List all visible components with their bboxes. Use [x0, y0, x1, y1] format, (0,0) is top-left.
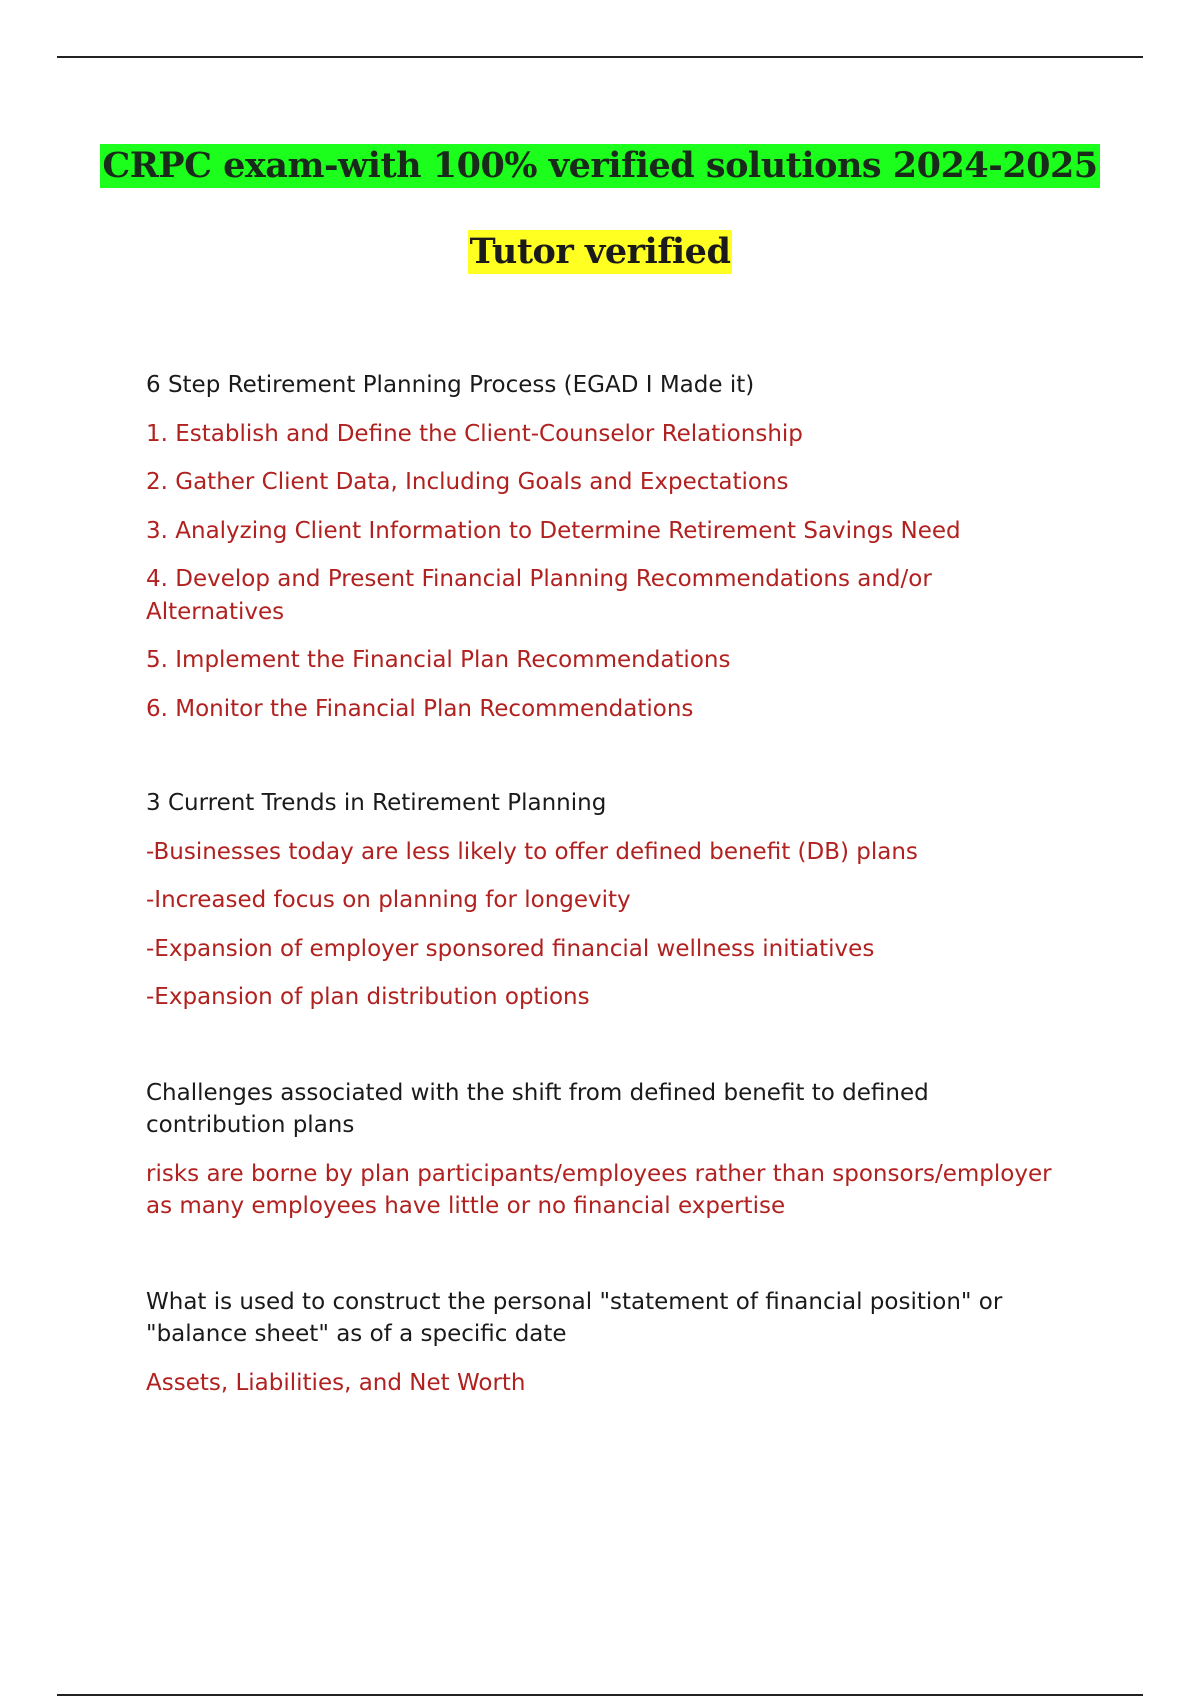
question-text: 6 Step Retirement Planning Process (EGAD I Made it): [146, 372, 755, 398]
document-subtitle: Tutor verified: [469, 231, 731, 272]
answer-item: Assets, Liabilities, and Net Worth: [146, 1369, 526, 1396]
bottom-divider: [57, 1694, 1143, 1696]
title-container: [0, 144, 1200, 188]
qa-section-current-trends: [146, 787, 1066, 1014]
qa-section-db-to-dc-challenges: [146, 1077, 1066, 1223]
answer-item: risks are borne by plan participants/employees rather than sponsors/employer as many employees have little or no financial expertise: [146, 1160, 1052, 1219]
top-divider: [57, 56, 1143, 58]
qa-section-retirement-process: [146, 369, 1066, 725]
qa-content: [146, 369, 1066, 1447]
answer-item: 5. Implement the Financial Plan Recommendations: [146, 647, 731, 673]
question-text: Challenges associated with the shift from defined benefit to defined contribution plans: [146, 1079, 929, 1138]
answer-item: -Expansion of employer sponsored financial wellness initiatives: [146, 935, 875, 962]
answer-item: 6. Monitor the Financial Plan Recommendations: [146, 695, 694, 722]
question-text: 3 Current Trends in Retirement Planning: [146, 790, 607, 816]
question-text: What is used to construct the personal "statement of financial position" or "balance sheet" as of a specific date: [146, 1288, 1003, 1347]
answer-item: 1. Establish and Define the Client-Counselor Relationship: [146, 420, 803, 447]
answer-item: -Increased focus on planning for longevity: [146, 887, 631, 913]
subtitle-container: [0, 230, 1200, 274]
answer-item: -Businesses today are less likely to offer defined benefit (DB) plans: [146, 838, 918, 865]
document-title: CRPC exam-with 100% verified solutions 2024-2025: [102, 145, 1098, 186]
answer-item: -Expansion of plan distribution options: [146, 984, 590, 1010]
qa-section-balance-sheet: [146, 1286, 1066, 1400]
answer-item: 4. Develop and Present Financial Planning Recommendations and/or Alternatives: [146, 566, 932, 625]
answer-item: 3. Analyzing Client Information to Determine Retirement Savings Need: [146, 517, 961, 544]
answer-item: 2. Gather Client Data, Including Goals and Expectations: [146, 469, 789, 495]
